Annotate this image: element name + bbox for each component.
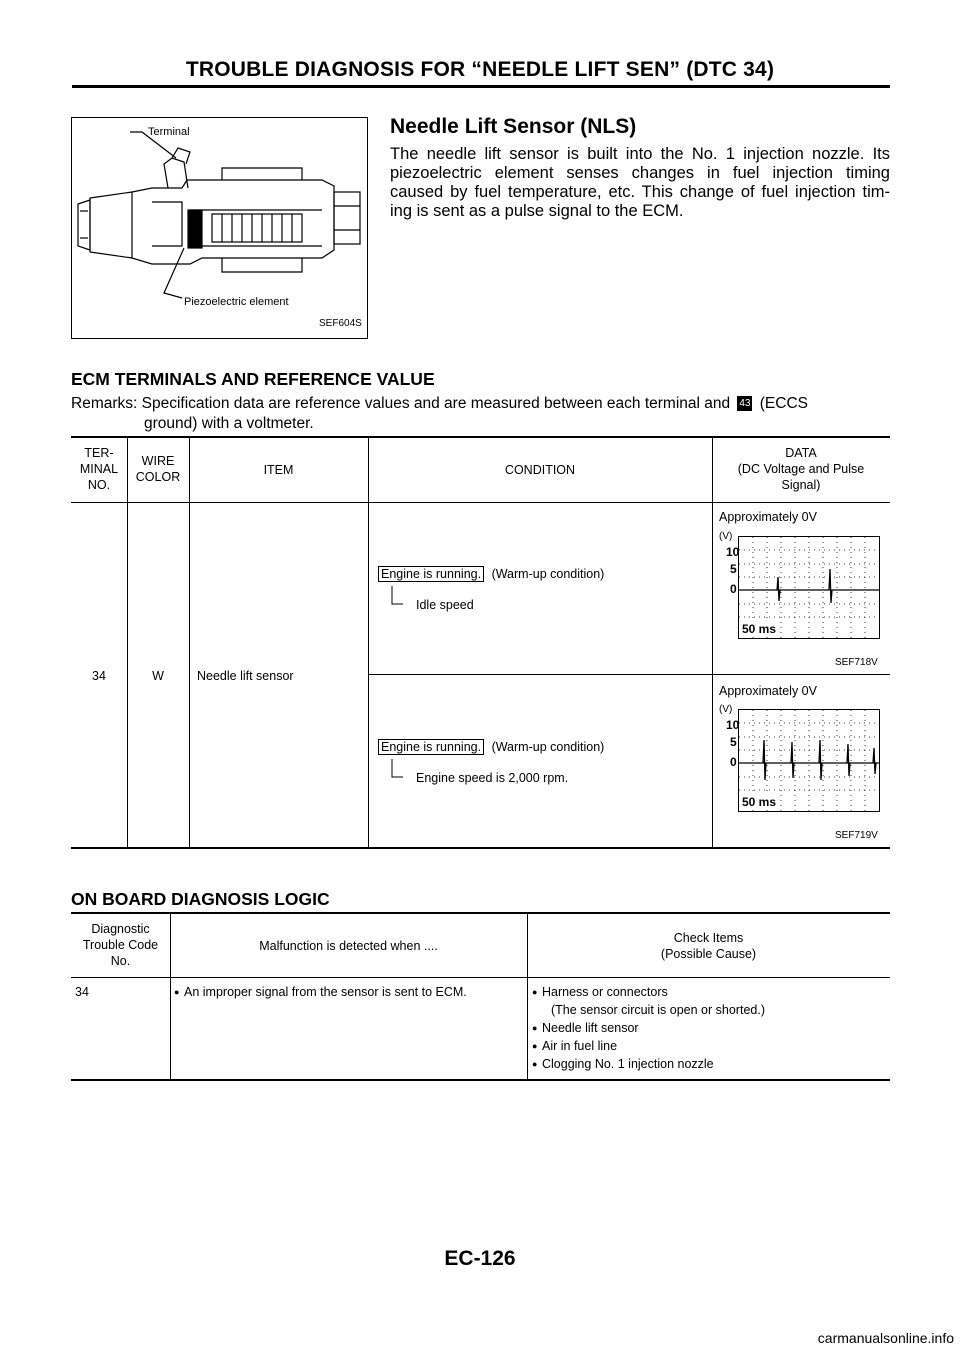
th-check xyxy=(527,930,890,962)
scope-2-y5: 5 xyxy=(730,735,737,749)
bullet-icon: ● xyxy=(532,1059,538,1069)
th-data-l1: DATA xyxy=(785,446,817,460)
page-header-title: TROUBLE DIAGNOSIS FOR “NEEDLE LIFT SEN” (DTC 34) xyxy=(185,58,775,81)
th-check-l1: Check Items xyxy=(673,931,744,945)
td-malfunction xyxy=(174,984,524,1000)
nls-line-3: caused by fuel temperature, etc. This change of fuel injection tim- xyxy=(390,183,890,201)
scope-1-y5: 5 xyxy=(730,562,737,576)
th-dtc-l1: Diagnostic xyxy=(91,922,150,936)
check-item-text: Needle lift sensor xyxy=(542,1021,639,1035)
th-check-l2: (Possible Cause) xyxy=(660,947,757,961)
nls-figure xyxy=(71,117,368,339)
th-terminal xyxy=(71,445,127,493)
data-1-value: Approximately 0V xyxy=(719,510,817,524)
check-item-note: (The sensor circuit is open or shorted.) xyxy=(551,1003,765,1017)
remarks-suffix: (ECCS xyxy=(759,395,808,412)
nls-cross-section-drawing xyxy=(72,118,367,338)
td-dtc: 34 xyxy=(75,985,89,999)
remarks-line2: ground) with a voltmeter. xyxy=(144,415,314,432)
check-item-text: Air in fuel line xyxy=(542,1039,618,1053)
scope-2-y0: 0 xyxy=(730,755,737,769)
bullet-icon: ● xyxy=(174,987,180,997)
scope-2-time: 50 ms xyxy=(742,795,777,809)
check-item xyxy=(532,1038,887,1054)
th-dtc-l2: Trouble Code xyxy=(82,938,159,952)
check-item-text: Clogging No. 1 injection nozzle xyxy=(542,1057,714,1071)
data-2-value: Approximately 0V xyxy=(719,684,817,698)
ecm-col-divider-4 xyxy=(712,437,713,848)
td-wire: W xyxy=(152,669,164,683)
td-checks xyxy=(532,984,887,1072)
terminal-43-label: 43 xyxy=(739,398,751,410)
th-data-l2: (DC Voltage and Pulse xyxy=(737,462,865,476)
ecm-table-top-rule xyxy=(71,436,890,438)
ecm-table-bottom-rule xyxy=(71,847,890,849)
bullet-icon: ● xyxy=(532,1023,538,1033)
bullet-icon: ● xyxy=(532,1041,538,1051)
remarks-text: Remarks: Specification data are reference values and are measured between each terminal and xyxy=(71,395,731,412)
nls-line-1: The needle lift sensor is built into the No. 1 injection nozzle. Its xyxy=(390,145,890,163)
nls-section-title: Needle Lift Sensor (NLS) xyxy=(390,115,637,138)
th-dtc-l3: No. xyxy=(110,954,131,968)
check-item xyxy=(532,984,887,1000)
bullet-icon: ● xyxy=(532,987,538,997)
th-terminal-l2: MINAL xyxy=(79,462,119,476)
th-data xyxy=(712,445,890,493)
page-number: EC-126 xyxy=(444,1247,516,1270)
th-wire-l2: COLOR xyxy=(135,470,181,484)
th-terminal-l1: TER- xyxy=(84,446,114,460)
obd-section-title: ON BOARD DIAGNOSIS LOGIC xyxy=(71,889,330,909)
ecm-table-header-rule xyxy=(71,502,890,503)
nls-description xyxy=(390,145,890,221)
header-rule xyxy=(72,85,890,88)
th-wire xyxy=(127,453,189,485)
check-item-text: Harness or connectors xyxy=(542,985,668,999)
obd-table-bottom-rule xyxy=(71,1079,890,1081)
ecm-section-title: ECM TERMINALS AND REFERENCE VALUE xyxy=(71,369,435,389)
scope-1-time: 50 ms xyxy=(742,622,777,636)
terminal-callout: Terminal xyxy=(148,126,190,138)
condition-1-sub: Idle speed xyxy=(416,598,474,612)
scope-2-y10: 10 xyxy=(726,718,740,732)
scope-2-unit: (V) xyxy=(719,704,733,715)
condition-2-boxed: Engine is running. xyxy=(378,739,484,755)
condition-1-boxed: Engine is running. xyxy=(378,566,484,582)
nls-line-2: piezoelectric element senses changes in fuel injection timing xyxy=(390,164,890,182)
condition-2 xyxy=(378,739,604,755)
figure-code: SEF604S xyxy=(319,318,362,329)
condition-1-branch xyxy=(390,586,404,606)
th-wire-l1: WIRE xyxy=(141,454,175,468)
condition-1-suffix: (Warm-up condition) xyxy=(491,567,605,581)
ecm-table-row-split xyxy=(368,674,890,675)
td-item: Needle lift sensor xyxy=(197,669,294,683)
th-condition: CONDITION xyxy=(504,463,576,477)
scope-1-code: SEF718V xyxy=(835,657,878,668)
ecm-col-divider-3 xyxy=(368,437,369,848)
scope-1-y10: 10 xyxy=(726,545,740,559)
ecm-remarks xyxy=(71,394,891,434)
th-item: ITEM xyxy=(263,463,294,477)
th-malfunction: Malfunction is detected when .... xyxy=(259,939,438,953)
piezo-callout: Piezoelectric element xyxy=(184,296,289,308)
malfunction-text: An improper signal from the sensor is sent to ECM. xyxy=(184,985,467,999)
th-data-l3: Signal) xyxy=(781,478,821,492)
scope-1-unit: (V) xyxy=(719,531,733,542)
th-dtc xyxy=(71,921,170,969)
condition-1 xyxy=(378,566,604,582)
obd-table-top-rule xyxy=(71,912,890,914)
check-item xyxy=(532,1020,887,1036)
condition-2-sub: Engine speed is 2,000 rpm. xyxy=(416,771,569,785)
td-terminal: 34 xyxy=(92,669,106,683)
condition-2-branch xyxy=(390,759,404,779)
nls-line-4: ing is sent as a pulse signal to the ECM. xyxy=(390,202,684,220)
check-item xyxy=(532,1056,887,1072)
ecm-col-divider-2 xyxy=(189,437,190,848)
obd-table-header-rule xyxy=(71,977,890,978)
th-terminal-l3: NO. xyxy=(87,478,111,492)
condition-2-suffix: (Warm-up condition) xyxy=(491,740,605,754)
watermark: carmanualsonline.info xyxy=(817,1330,954,1346)
ecm-col-divider-1 xyxy=(127,437,128,848)
scope-2-code: SEF719V xyxy=(835,830,878,841)
scope-1-y0: 0 xyxy=(730,582,737,596)
terminal-43-badge xyxy=(737,396,752,411)
